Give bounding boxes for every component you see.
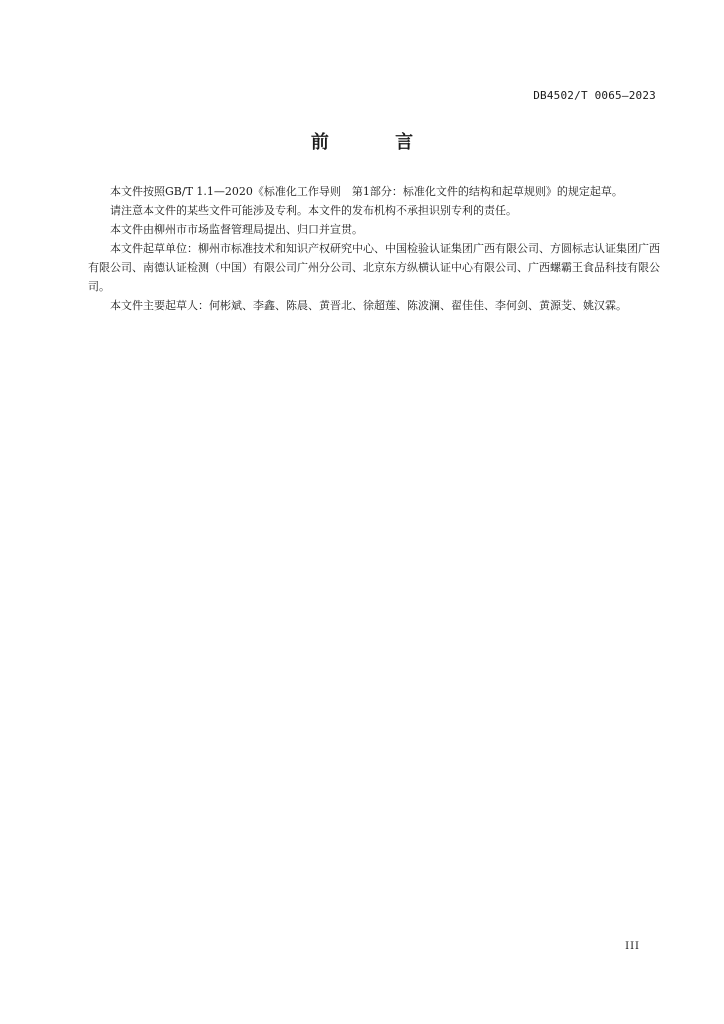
foreword-body <box>88 182 660 315</box>
paragraph-patent-notice: 请注意本文件的某些文件可能涉及专利。本文件的发布机构不承担识别专利的责任。 <box>110 204 517 217</box>
paragraph-drafting-units: 本文件起草单位：柳州市标准技术和知识产权研究中心、中国检验认证集团广西有限公司、方圆标志认证集团广西有限公司、南德认证检测（中国）有限公司广州分公司、北京东方纵横认证中心有限公司、广西螺霸王食品科技有限公司。 <box>88 242 660 293</box>
paragraph-drafters: 本文件主要起草人：何彬斌、李鑫、陈晨、黄晋北、徐超莲、陈波澜、翟佳佳、李何剑、黄源芠、姚汉霖。 <box>110 299 627 312</box>
document-code: DB4502/T 0065—2023 <box>533 89 656 102</box>
paragraph-drafting-rules: 本文件按照GB/T 1.1—2020《标准化工作导则 第1部分：标准化文件的结构和起草规则》的规定起草。 <box>110 185 623 198</box>
page-number: III <box>625 941 640 952</box>
foreword-title: 前 言 <box>310 132 444 153</box>
paragraph-proposer: 本文件由柳州市市场监督管理局提出、归口并宣贯。 <box>110 223 363 236</box>
